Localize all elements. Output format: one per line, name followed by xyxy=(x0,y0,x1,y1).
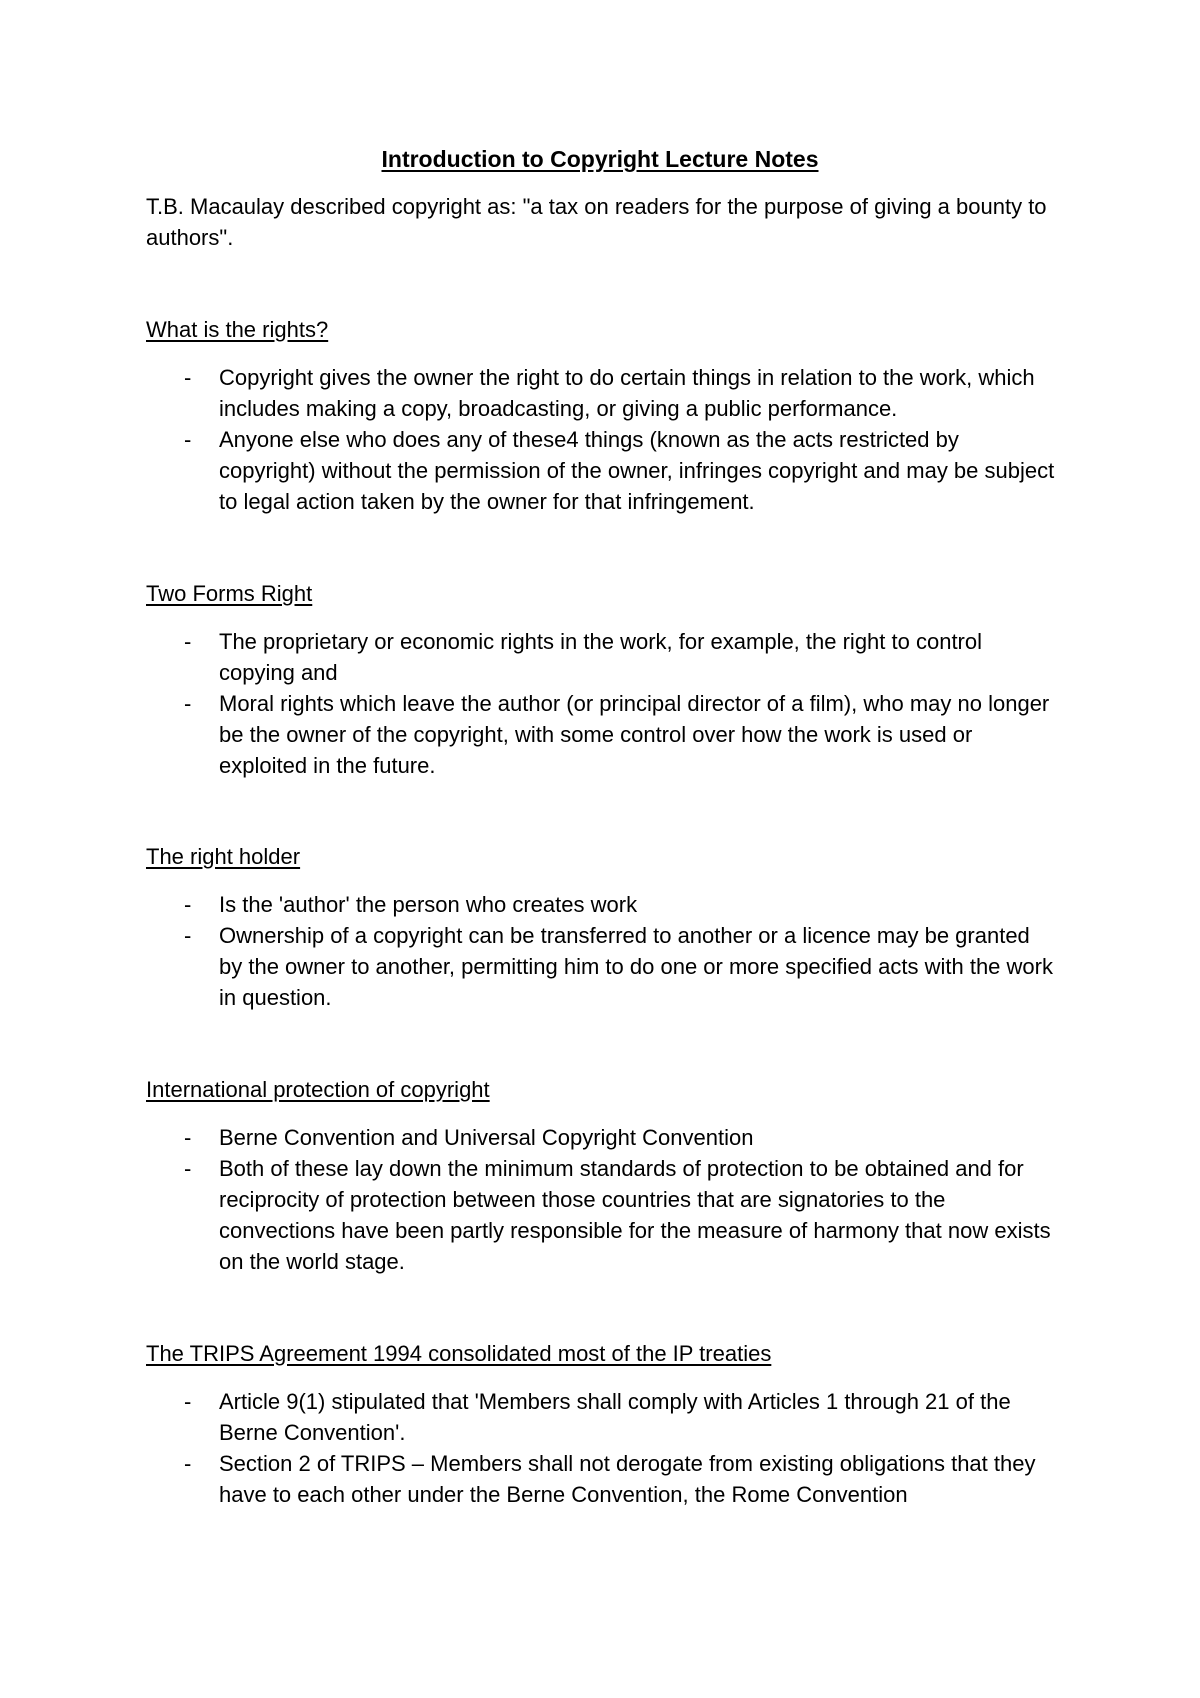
bullet-dash: - xyxy=(184,923,192,948)
list-item xyxy=(146,424,1059,517)
bullet-list xyxy=(146,889,1066,1013)
section-heading: The TRIPS Agreement 1994 consolidated most of the IP treaties xyxy=(146,1341,772,1366)
bullet-dash: - xyxy=(184,427,192,452)
bullet-dash: - xyxy=(184,1451,192,1476)
bullet-dash: - xyxy=(184,629,192,654)
bullet-list xyxy=(146,626,1066,781)
list-item xyxy=(146,626,1059,688)
list-item xyxy=(146,1122,1059,1153)
bullet-dash: - xyxy=(184,365,192,390)
section-heading: The right holder xyxy=(146,844,301,869)
section-international-protection xyxy=(146,1074,1066,1277)
bullet-dash: - xyxy=(184,1389,192,1414)
section-heading: What is the rights? xyxy=(146,317,329,342)
section-the-right-holder xyxy=(146,841,1066,1013)
list-item-text: Ownership of a copyright can be transferred to another or a licence may be granted by the owner to another, permitting him to do one or more specified acts with the work in question. xyxy=(219,923,1053,1010)
list-item-text: Berne Convention and Universal Copyright Convention xyxy=(219,1125,754,1150)
intro-paragraph: T.B. Macaulay described copyright as: "a tax on readers for the purpose of giving a bounty to authors". xyxy=(146,194,1047,250)
list-item-text: Article 9(1) stipulated that 'Members shall comply with Articles 1 through 21 of the Berne Convention'. xyxy=(219,1389,1011,1445)
section-two-forms-right xyxy=(146,578,1066,781)
bullet-list xyxy=(146,1386,1066,1510)
list-item xyxy=(146,1153,1059,1277)
list-item xyxy=(146,889,1059,920)
section-heading: International protection of copyright xyxy=(146,1077,490,1102)
bullet-dash: - xyxy=(184,691,192,716)
document-title: Introduction to Copyright Lecture Notes xyxy=(381,146,819,172)
list-item xyxy=(146,920,1059,1013)
list-item xyxy=(146,362,1059,424)
bullet-dash: - xyxy=(184,892,192,917)
list-item-text: Section 2 of TRIPS – Members shall not derogate from existing obligations that they have to each other under the Berne Convention, the Rome Convention xyxy=(219,1451,1036,1507)
list-item-text: Is the 'author' the person who creates work xyxy=(219,892,638,917)
list-item-text: Moral rights which leave the author (or principal director of a film), who may no longer be the owner of the copyright, with some control over how the work is used or exploited in the future. xyxy=(219,691,1050,778)
section-what-is-the-rights xyxy=(146,314,1066,517)
list-item xyxy=(146,1386,1059,1448)
list-item-text: Copyright gives the owner the right to do certain things in relation to the work, which includes making a copy, broadcasting, or giving a public performance. xyxy=(219,365,1035,421)
list-item xyxy=(146,1448,1059,1510)
list-item xyxy=(146,688,1059,781)
list-item-text: The proprietary or economic rights in the work, for example, the right to control copying and xyxy=(219,629,983,685)
bullet-dash: - xyxy=(184,1156,192,1181)
section-heading: Two Forms Right xyxy=(146,581,313,606)
bullet-list xyxy=(146,1122,1066,1277)
list-item-text: Both of these lay down the minimum standards of protection to be obtained and for reciprocity of protection between those countries that are signatories to the convections have been partly responsible for the measure of harmony that now exists on the world stage. xyxy=(219,1156,1051,1274)
bullet-dash: - xyxy=(184,1125,192,1150)
bullet-list xyxy=(146,362,1066,517)
list-item-text: Anyone else who does any of these4 things (known as the acts restricted by copyright) without the permission of the owner, infringes copyright and may be subject to legal action taken by the owner for that infringement. xyxy=(219,427,1055,514)
section-trips-agreement xyxy=(146,1338,1066,1510)
